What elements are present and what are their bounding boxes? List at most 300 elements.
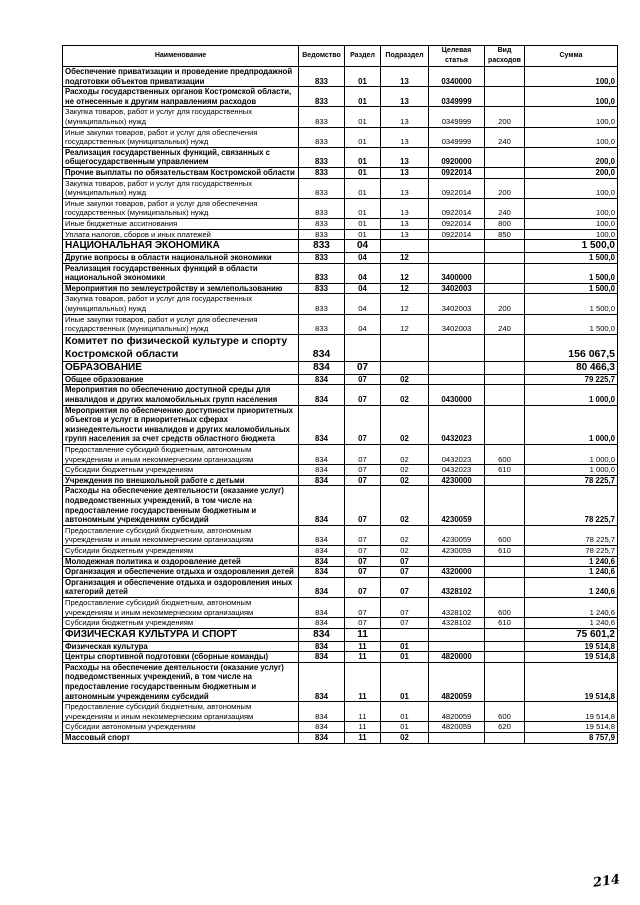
cell-exptype: 850: [485, 229, 525, 240]
cell-subsection: 12: [381, 294, 429, 314]
cell-name: Предоставление субсидий бюджетным, автономным учреждениям и иным некоммерческим организациям: [63, 597, 299, 617]
cell-dept: 834: [299, 385, 345, 405]
table-row: [63, 374, 618, 385]
cell-name: Мероприятия по обеспечению доступности приоритетных объектов и услуг в приоритетных сферах жизнедеятельности инвалидов и других маломобильных групп населения за счет средств областного бюджета: [63, 405, 299, 444]
cell-name: Другие вопросы в области национальной экономики: [63, 253, 299, 264]
cell-subsection: 07: [381, 618, 429, 629]
cell-dept: 834: [299, 525, 345, 545]
cell-name: Расходы на обеспечение деятельности (оказание услуг) подведомственных учреждений, в том числе на предоставление государственным бюджетным и автономным учреждениям субсидий: [63, 662, 299, 701]
cell-exptype: [485, 652, 525, 663]
table-row: [63, 167, 618, 178]
cell-target: 0432023: [429, 405, 485, 444]
cell-section: 07: [345, 374, 381, 385]
cell-section: 07: [345, 486, 381, 525]
cell-subsection: 02: [381, 385, 429, 405]
cell-exptype: 600: [485, 445, 525, 465]
cell-subsection: 13: [381, 67, 429, 87]
cell-name: Иные закупки товаров, работ и услуг для обеспечения государственных (муниципальных) нужд: [63, 198, 299, 218]
cell-section: 07: [345, 475, 381, 486]
cell-amount: 78 225,7: [525, 545, 618, 556]
budget-table: [62, 45, 618, 744]
handwritten-page-number: 214: [592, 872, 622, 891]
cell-subsection: 13: [381, 229, 429, 240]
cell-exptype: [485, 405, 525, 444]
cell-dept: 834: [299, 361, 345, 374]
cell-dept: 833: [299, 240, 345, 253]
cell-name: Прочие выплаты по обязательствам Костромской области: [63, 167, 299, 178]
table-row: [63, 253, 618, 264]
cell-subsection: 07: [381, 567, 429, 578]
cell-dept: 834: [299, 722, 345, 733]
table-row: [63, 465, 618, 476]
cell-section: 04: [345, 240, 381, 253]
cell-name: Учреждения по внешкольной работе с детьми: [63, 475, 299, 486]
cell-section: 07: [345, 385, 381, 405]
table-row: [63, 556, 618, 567]
table-row: [63, 702, 618, 722]
table-row: [63, 445, 618, 465]
cell-section: 04: [345, 263, 381, 283]
cell-section: 04: [345, 314, 381, 334]
cell-subsection: 02: [381, 525, 429, 545]
cell-subsection: 02: [381, 374, 429, 385]
cell-section: 11: [345, 733, 381, 744]
cell-name: Реализация государственных функций в области национальной экономики: [63, 263, 299, 283]
cell-exptype: [485, 385, 525, 405]
cell-target: 3402003: [429, 283, 485, 294]
cell-amount: 1 000,0: [525, 405, 618, 444]
cell-name: Иные закупки товаров, работ и услуг для обеспечения государственных (муниципальных) нужд: [63, 127, 299, 147]
table-row: [63, 641, 618, 652]
cell-amount: 8 757,9: [525, 733, 618, 744]
cell-subsection: 07: [381, 597, 429, 617]
cell-dept: 834: [299, 662, 345, 701]
cell-name: Центры спортивной подготовки (сборные команды): [63, 652, 299, 663]
cell-name: Физическая культура: [63, 641, 299, 652]
table-row: [63, 178, 618, 198]
cell-exptype: [485, 556, 525, 567]
cell-target: 0432023: [429, 445, 485, 465]
cell-section: 01: [345, 107, 381, 127]
table-row: [63, 334, 618, 361]
cell-amount: 100,0: [525, 127, 618, 147]
cell-exptype: 620: [485, 722, 525, 733]
cell-target: [429, 641, 485, 652]
cell-name: Субсидии бюджетным учреждениям: [63, 545, 299, 556]
cell-subsection: [381, 361, 429, 374]
cell-section: 01: [345, 67, 381, 87]
cell-amount: 1 240,6: [525, 567, 618, 578]
cell-target: 0349999: [429, 107, 485, 127]
cell-subsection: 13: [381, 198, 429, 218]
cell-amount: 200,0: [525, 167, 618, 178]
cell-section: 07: [345, 567, 381, 578]
cell-name: Мероприятия по обеспечению доступной среды для инвалидов и других маломобильных групп населения: [63, 385, 299, 405]
cell-subsection: [381, 240, 429, 253]
cell-amount: 78 225,7: [525, 475, 618, 486]
cell-amount: 19 514,8: [525, 641, 618, 652]
cell-dept: 833: [299, 147, 345, 167]
cell-target: [429, 374, 485, 385]
cell-name: Предоставление субсидий бюджетным, автономным учреждениям и иным некоммерческим организациям: [63, 702, 299, 722]
cell-amount: 78 225,7: [525, 486, 618, 525]
cell-name: Расходы государственных органов Костромской области, не отнесенные к другим направлениям расходов: [63, 87, 299, 107]
cell-dept: 833: [299, 253, 345, 264]
cell-amount: 19 514,8: [525, 662, 618, 701]
table-row: [63, 229, 618, 240]
table-row: [63, 314, 618, 334]
column-header-section: Раздел: [345, 46, 381, 67]
cell-dept: 834: [299, 465, 345, 476]
cell-target: 0430000: [429, 385, 485, 405]
cell-exptype: [485, 361, 525, 374]
cell-name: Субсидии автономным учреждениям: [63, 722, 299, 733]
cell-amount: 1 500,0: [525, 240, 618, 253]
cell-subsection: 12: [381, 263, 429, 283]
cell-section: 01: [345, 198, 381, 218]
cell-target: 4820059: [429, 662, 485, 701]
cell-amount: 1 500,0: [525, 253, 618, 264]
cell-exptype: [485, 628, 525, 641]
table-row: [63, 218, 618, 229]
cell-amount: 75 601,2: [525, 628, 618, 641]
cell-subsection: 01: [381, 662, 429, 701]
cell-amount: 100,0: [525, 229, 618, 240]
table-row: [63, 628, 618, 641]
table-row: [63, 67, 618, 87]
table-row: [63, 597, 618, 617]
cell-subsection: 02: [381, 545, 429, 556]
cell-name: НАЦИОНАЛЬНАЯ ЭКОНОМИКА: [63, 240, 299, 253]
column-header-amount: Сумма: [525, 46, 618, 67]
cell-subsection: 01: [381, 652, 429, 663]
cell-amount: 1 500,0: [525, 314, 618, 334]
table-row: [63, 486, 618, 525]
cell-target: 4820059: [429, 722, 485, 733]
cell-exptype: [485, 87, 525, 107]
cell-dept: 834: [299, 641, 345, 652]
cell-dept: 834: [299, 374, 345, 385]
cell-amount: 79 225,7: [525, 374, 618, 385]
table-row: [63, 405, 618, 444]
cell-dept: 833: [299, 127, 345, 147]
cell-dept: 834: [299, 733, 345, 744]
cell-section: 07: [345, 525, 381, 545]
cell-dept: 834: [299, 556, 345, 567]
cell-section: 01: [345, 127, 381, 147]
cell-subsection: [381, 628, 429, 641]
cell-subsection: 13: [381, 167, 429, 178]
cell-section: 11: [345, 628, 381, 641]
cell-target: 3402003: [429, 294, 485, 314]
cell-section: 07: [345, 545, 381, 556]
cell-subsection: 01: [381, 641, 429, 652]
cell-exptype: [485, 240, 525, 253]
cell-exptype: [485, 147, 525, 167]
cell-section: 11: [345, 662, 381, 701]
table-row: [63, 198, 618, 218]
cell-dept: 833: [299, 314, 345, 334]
cell-target: 4230000: [429, 475, 485, 486]
cell-amount: 100,0: [525, 218, 618, 229]
cell-amount: 1 500,0: [525, 283, 618, 294]
cell-section: 07: [345, 465, 381, 476]
cell-exptype: [485, 253, 525, 264]
column-header-name: Наименование: [63, 46, 299, 67]
table-row: [63, 662, 618, 701]
cell-dept: 833: [299, 229, 345, 240]
cell-target: 0340000: [429, 67, 485, 87]
cell-dept: 833: [299, 178, 345, 198]
cell-name: Массовый спорт: [63, 733, 299, 744]
cell-name: Уплата налогов, сборов и иных платежей: [63, 229, 299, 240]
cell-target: 0922014: [429, 167, 485, 178]
cell-target: 0920000: [429, 147, 485, 167]
table-row: [63, 652, 618, 663]
cell-dept: 834: [299, 405, 345, 444]
table-row: [63, 733, 618, 744]
cell-subsection: 01: [381, 702, 429, 722]
cell-dept: 833: [299, 283, 345, 294]
table-row: [63, 525, 618, 545]
cell-name: Иные бюджетные ассигнования: [63, 218, 299, 229]
table-row: [63, 240, 618, 253]
cell-dept: 833: [299, 198, 345, 218]
cell-name: Предоставление субсидий бюджетным, автономным учреждениям и иным некоммерческим организациям: [63, 445, 299, 465]
cell-dept: 834: [299, 445, 345, 465]
cell-amount: 156 067,5: [525, 334, 618, 361]
cell-name: Субсидии бюджетным учреждениям: [63, 465, 299, 476]
cell-subsection: 13: [381, 107, 429, 127]
cell-exptype: [485, 641, 525, 652]
table-row: [63, 722, 618, 733]
cell-target: 4230059: [429, 545, 485, 556]
cell-dept: 834: [299, 628, 345, 641]
table-row: [63, 283, 618, 294]
cell-name: Предоставление субсидий бюджетным, автономным учреждениям и иным некоммерческим организациям: [63, 525, 299, 545]
cell-target: 4820000: [429, 652, 485, 663]
cell-exptype: [485, 662, 525, 701]
cell-target: [429, 253, 485, 264]
cell-amount: 1 240,6: [525, 577, 618, 597]
cell-section: 11: [345, 702, 381, 722]
column-header-subsection: Подраздел: [381, 46, 429, 67]
table-row: [63, 127, 618, 147]
cell-subsection: 02: [381, 733, 429, 744]
cell-amount: 200,0: [525, 147, 618, 167]
table-row: [63, 385, 618, 405]
cell-amount: 100,0: [525, 67, 618, 87]
cell-subsection: 02: [381, 465, 429, 476]
cell-section: 01: [345, 178, 381, 198]
cell-dept: 833: [299, 294, 345, 314]
cell-exptype: [485, 475, 525, 486]
cell-target: 4320000: [429, 567, 485, 578]
cell-target: 0922014: [429, 198, 485, 218]
table-row: [63, 475, 618, 486]
cell-subsection: 13: [381, 147, 429, 167]
cell-name: ОБРАЗОВАНИЕ: [63, 361, 299, 374]
cell-exptype: [485, 167, 525, 178]
cell-exptype: 610: [485, 545, 525, 556]
cell-amount: 19 514,8: [525, 702, 618, 722]
cell-target: 0922014: [429, 218, 485, 229]
cell-subsection: 12: [381, 283, 429, 294]
cell-section: 07: [345, 445, 381, 465]
cell-exptype: [485, 567, 525, 578]
cell-section: 07: [345, 597, 381, 617]
table-row: [63, 263, 618, 283]
cell-name: Расходы на обеспечение деятельности (оказание услуг) подведомственных учреждений, в том числе на предоставление государственным бюджетным и автономным учреждениям субсидий: [63, 486, 299, 525]
cell-amount: 1 500,0: [525, 263, 618, 283]
table-row: [63, 618, 618, 629]
cell-target: 3402003: [429, 314, 485, 334]
table-row: [63, 567, 618, 578]
cell-subsection: 13: [381, 87, 429, 107]
cell-target: 4230059: [429, 486, 485, 525]
cell-amount: 100,0: [525, 87, 618, 107]
cell-name: Комитет по физической культуре и спорту Костромской области: [63, 334, 299, 361]
cell-target: [429, 628, 485, 641]
cell-exptype: 600: [485, 597, 525, 617]
cell-subsection: 02: [381, 405, 429, 444]
cell-section: 11: [345, 652, 381, 663]
cell-target: [429, 240, 485, 253]
cell-exptype: [485, 283, 525, 294]
column-header-dept: Ведомство: [299, 46, 345, 67]
cell-target: 4230059: [429, 525, 485, 545]
cell-exptype: 240: [485, 314, 525, 334]
cell-amount: 78 225,7: [525, 525, 618, 545]
cell-target: 0349999: [429, 127, 485, 147]
cell-amount: 1 240,6: [525, 556, 618, 567]
cell-target: 4328102: [429, 577, 485, 597]
cell-target: 0432023: [429, 465, 485, 476]
cell-target: 0922014: [429, 229, 485, 240]
cell-dept: 834: [299, 577, 345, 597]
cell-name: Иные закупки товаров, работ и услуг для обеспечения государственных (муниципальных) нужд: [63, 314, 299, 334]
cell-section: 04: [345, 283, 381, 294]
cell-name: Закупка товаров, работ и услуг для государственных (муниципальных) нужд: [63, 178, 299, 198]
cell-target: 0922014: [429, 178, 485, 198]
cell-section: 07: [345, 405, 381, 444]
cell-exptype: [485, 733, 525, 744]
cell-target: 4328102: [429, 597, 485, 617]
cell-amount: 1 000,0: [525, 385, 618, 405]
cell-dept: 833: [299, 218, 345, 229]
cell-section: 04: [345, 253, 381, 264]
cell-exptype: [485, 334, 525, 361]
table-row: [63, 294, 618, 314]
cell-target: [429, 556, 485, 567]
cell-subsection: 02: [381, 486, 429, 525]
cell-amount: 1 240,6: [525, 618, 618, 629]
cell-amount: 1 000,0: [525, 465, 618, 476]
cell-target: 4820059: [429, 702, 485, 722]
cell-exptype: 240: [485, 198, 525, 218]
cell-dept: 834: [299, 597, 345, 617]
cell-section: 01: [345, 229, 381, 240]
cell-exptype: [485, 486, 525, 525]
cell-exptype: 240: [485, 127, 525, 147]
cell-amount: 19 514,8: [525, 722, 618, 733]
cell-dept: 834: [299, 702, 345, 722]
cell-exptype: [485, 263, 525, 283]
cell-subsection: 01: [381, 722, 429, 733]
cell-section: 01: [345, 218, 381, 229]
cell-subsection: 02: [381, 475, 429, 486]
cell-target: 0349999: [429, 87, 485, 107]
cell-dept: 833: [299, 107, 345, 127]
cell-dept: 833: [299, 67, 345, 87]
column-header-target: Целевая статья: [429, 46, 485, 67]
cell-dept: 833: [299, 167, 345, 178]
cell-section: 07: [345, 577, 381, 597]
cell-name: Субсидии бюджетным учреждениям: [63, 618, 299, 629]
cell-exptype: 800: [485, 218, 525, 229]
table-row: [63, 545, 618, 556]
cell-target: [429, 334, 485, 361]
cell-exptype: 600: [485, 525, 525, 545]
cell-amount: 1 240,6: [525, 597, 618, 617]
cell-exptype: [485, 67, 525, 87]
cell-subsection: 13: [381, 127, 429, 147]
cell-dept: 834: [299, 334, 345, 361]
cell-section: 04: [345, 294, 381, 314]
cell-target: 3400000: [429, 263, 485, 283]
cell-exptype: [485, 374, 525, 385]
cell-amount: 1 000,0: [525, 445, 618, 465]
cell-subsection: 12: [381, 314, 429, 334]
cell-dept: 834: [299, 486, 345, 525]
cell-subsection: 02: [381, 445, 429, 465]
cell-subsection: 07: [381, 556, 429, 567]
cell-name: Реализация государственных функций, связанных с общегосударственным управлением: [63, 147, 299, 167]
cell-amount: 19 514,8: [525, 652, 618, 663]
cell-section: 07: [345, 556, 381, 567]
cell-target: [429, 733, 485, 744]
cell-subsection: [381, 334, 429, 361]
cell-name: ФИЗИЧЕСКАЯ КУЛЬТУРА И СПОРТ: [63, 628, 299, 641]
cell-dept: 834: [299, 475, 345, 486]
cell-exptype: 600: [485, 702, 525, 722]
cell-exptype: 200: [485, 294, 525, 314]
cell-name: Общее образование: [63, 374, 299, 385]
cell-dept: 834: [299, 652, 345, 663]
cell-dept: 833: [299, 263, 345, 283]
cell-section: 01: [345, 87, 381, 107]
cell-exptype: 200: [485, 107, 525, 127]
cell-exptype: [485, 577, 525, 597]
cell-target: 4328102: [429, 618, 485, 629]
cell-dept: 834: [299, 618, 345, 629]
column-header-exptype: Вид расходов: [485, 46, 525, 67]
cell-exptype: 610: [485, 618, 525, 629]
table-row: [63, 107, 618, 127]
cell-section: 01: [345, 167, 381, 178]
cell-name: Молодежная политика и оздоровление детей: [63, 556, 299, 567]
cell-name: Организация и обеспечение отдыха и оздоровления детей: [63, 567, 299, 578]
cell-section: 11: [345, 722, 381, 733]
cell-dept: 834: [299, 567, 345, 578]
cell-target: [429, 361, 485, 374]
cell-name: Организация и обеспечение отдыха и оздоровления иных категорий детей: [63, 577, 299, 597]
cell-section: 01: [345, 147, 381, 167]
cell-section: 11: [345, 641, 381, 652]
table-row: [63, 147, 618, 167]
cell-subsection: 07: [381, 577, 429, 597]
cell-name: Закупка товаров, работ и услуг для государственных (муниципальных) нужд: [63, 107, 299, 127]
